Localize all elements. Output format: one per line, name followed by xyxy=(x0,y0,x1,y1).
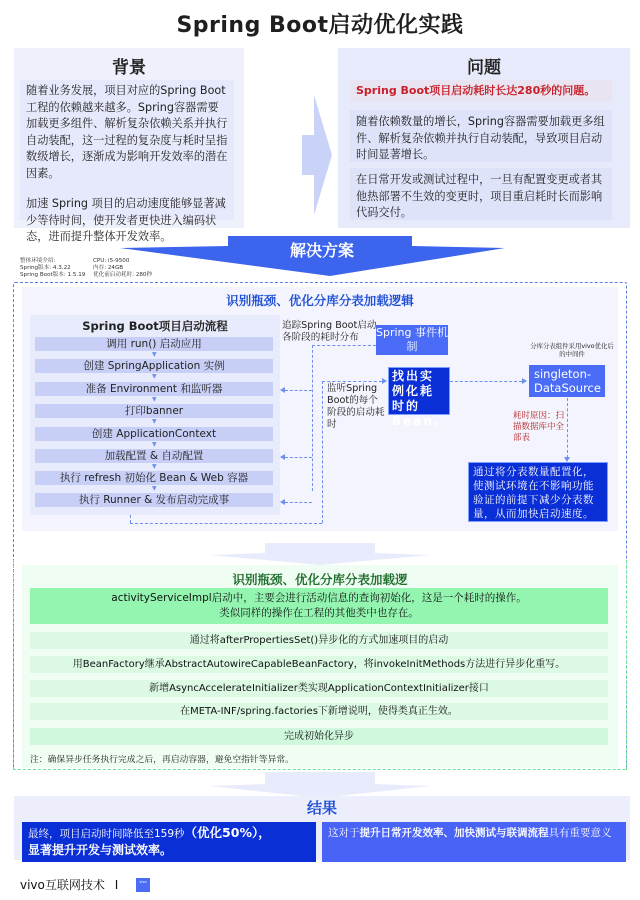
flow-step-5: 创建 ApplicationContext xyxy=(35,427,273,441)
connector-config xyxy=(285,457,312,458)
problem-item-2: 在日常开发或测试过程中，一旦有配置变更或者其他热部署不生效的变更时，项目重启耗时长而影响代码交付。 xyxy=(350,168,612,220)
connector-datasource-down xyxy=(567,398,568,458)
highlight-line-2: 类似同样的操作在工程的其他类中也存在。 xyxy=(219,607,419,619)
connector-env xyxy=(285,390,312,391)
arrow-left-icon xyxy=(280,499,285,505)
environment-info-col2 xyxy=(93,258,152,279)
flow-step-6: 加载配置 & 自动配置 xyxy=(35,449,273,463)
middleware-note: 分库分表组件采用vivo优化后的中间件 xyxy=(530,342,614,358)
arrow-left-icon xyxy=(280,387,285,393)
result-left-bold: （优化50%）， xyxy=(184,825,271,840)
trace-note: 追踪Spring Boot启动各阶段的耗时分布 xyxy=(282,320,377,343)
async-step-4: 在META-INF/spring.factories下新增说明，使得类真正生效。 xyxy=(30,703,608,720)
down-arrow-icon: ▼ xyxy=(152,396,157,403)
result-heading: 结果 xyxy=(306,799,337,817)
fix-box: 通过将分表数量配置化，使测试环境在不影响功能验证的前提下减少分表数量，从而加快启动速度。 xyxy=(468,462,608,522)
result-right-box xyxy=(322,822,626,862)
highlight-line-1: activityServiceImpl启动中，主要会进行活动信息的查询初始化，这是一个耗时的操作。 xyxy=(111,592,527,604)
connector-trace-top xyxy=(312,345,376,346)
env-spring-version: Spring版本: 4.3.22 xyxy=(20,265,71,271)
env-label: 整体环境介绍: xyxy=(20,258,56,264)
flow-step-2: 创建 SpringApplication 实例 xyxy=(35,359,273,373)
connector-runner xyxy=(285,502,312,503)
right-arrow-icon xyxy=(302,95,332,215)
logo-text: vivo xyxy=(139,880,147,884)
problem-heading: 问题 xyxy=(467,58,501,78)
vivo-logo-icon xyxy=(136,878,150,892)
section2-title: 识别瓶颈、优化分库分表加载逻 xyxy=(232,572,408,587)
problem-item-1: 随着依赖数量的增长，Spring容器需要加载更多组件、解析复杂依赖并执行自动装配，导致项目启动时间显著增长。 xyxy=(350,110,612,162)
down-arrow-icon: ▼ xyxy=(152,441,157,448)
flow-step-1: 调用 run() 启动应用 xyxy=(35,337,273,351)
find-bean-box: 找出实例化耗时的Bean。 xyxy=(388,367,450,415)
down-arrow-icon xyxy=(160,772,480,798)
solution-banner-label: 解决方案 xyxy=(289,241,354,260)
singleton-datasource-box: singleton-DataSource xyxy=(529,365,605,397)
down-arrow-icon: ▼ xyxy=(152,373,157,380)
result-left-line2: 显著提升开发与测试效率。 xyxy=(28,843,173,857)
background-paragraph-2: 加速 Spring 项目的启动速度能够显著减少等待时间，使开发者更快进入编码状态，进而提升整体开发效率。 xyxy=(26,197,226,243)
down-arrow-icon: ▼ xyxy=(152,463,157,470)
result-right-post: 具有重要意义 xyxy=(548,827,612,839)
result-left-text: 最终，项目启动时间降低至159秒 xyxy=(28,828,185,840)
env-spring-boot-version: Spring Boot版本: 1.5.19 xyxy=(20,272,86,278)
connector-trace xyxy=(312,345,313,491)
background-text xyxy=(20,80,234,243)
connector-listen xyxy=(322,381,323,523)
listen-note: 监听Spring Boot的每个阶段的启动耗时 xyxy=(327,383,385,430)
section1-title: 识别瓶颈、优化分库分表加载逻辑 xyxy=(226,293,414,308)
connector-listen-top xyxy=(322,381,382,382)
down-arrow-icon: ▼ xyxy=(152,485,157,492)
problem-alert: Spring Boot项目启动耗时长达280秒的问题。 xyxy=(350,80,612,102)
async-step-5: 完成初始化异步 xyxy=(30,728,608,745)
arrow-right-icon xyxy=(522,378,527,384)
footer-brand xyxy=(20,876,118,893)
arrow-left-icon xyxy=(280,454,285,460)
section2-note: 注：确保异步任务执行完成之后，再启动容器，避免空指针等异常。 xyxy=(30,755,294,765)
section2-highlight xyxy=(30,588,608,624)
flow-step-7: 执行 refresh 初始化 Bean & Web 容器 xyxy=(35,471,273,485)
result-right-pre: 这对于 xyxy=(328,827,360,839)
down-arrow-icon: ▼ xyxy=(152,418,157,425)
flow-step-8: 执行 Runner & 发布启动完成事 xyxy=(35,493,273,507)
footer-brand-text: vivo互联网技术 xyxy=(20,878,105,892)
async-step-2: 用BeanFactory继承AbstractAutowireCapableBeanFactory，将invokeInitMethods方法进行异步化重写。 xyxy=(30,656,608,673)
background-heading: 背景 xyxy=(112,58,146,78)
async-step-1: 通过将afterPropertiesSet()异步化的方式加速项目的启动 xyxy=(30,632,608,649)
env-memory: 内存: 24GB xyxy=(93,265,124,271)
connector-to-datasource xyxy=(450,381,522,382)
down-arrow-icon xyxy=(160,543,480,565)
env-cpu: CPU: i5-9500 xyxy=(93,258,130,264)
env-startup-before: 优化前启动耗时: 280秒 xyxy=(93,272,153,278)
result-left-box xyxy=(22,822,316,862)
page-title: Spring Boot启动优化实践 xyxy=(176,13,464,38)
flow-step-4: 打印banner xyxy=(35,404,273,418)
flow-step-3: 准备 Environment 和监听器 xyxy=(35,382,273,396)
cause-note: 耗时原因：扫描数据库中全部表 xyxy=(513,411,565,443)
result-right-bold: 提升日常开发效率、加快测试与联调流程 xyxy=(359,827,549,839)
async-step-3: 新增AsyncAccelerateInitializer类实现ApplicationContextInitializer接口 xyxy=(30,680,608,697)
footer-separator: I xyxy=(114,878,119,892)
background-paragraph-1: 随着业务发展，项目对应的Spring Boot工程的依赖越来越多。Spring容器需要加载更多组件、解析复杂依赖关系并执行自动装配，这一过程的复杂度与耗时呈指数级增长，逐渐成为影响开发效率的潜在因素。 xyxy=(26,84,228,180)
environment-info-col1 xyxy=(20,258,85,279)
spring-event-box: Spring 事件机制 xyxy=(376,326,448,353)
down-arrow-icon: ▼ xyxy=(152,351,157,358)
startup-flow-title: Spring Boot项目启动流程 xyxy=(82,319,228,333)
connector-listen-left xyxy=(130,515,131,523)
connector-listen-bottom xyxy=(130,523,322,524)
